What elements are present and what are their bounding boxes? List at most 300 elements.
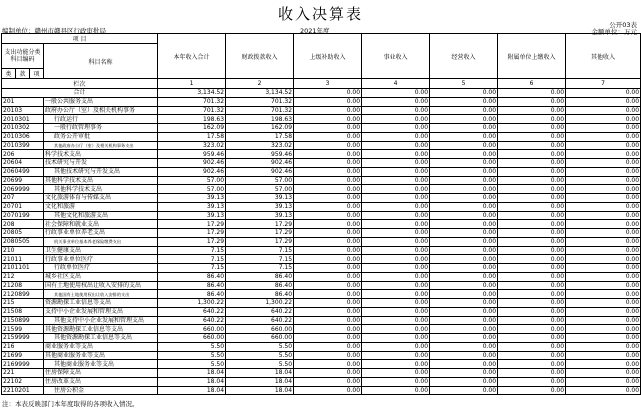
- amount-cell: 0.00: [294, 264, 362, 273]
- amount-cell: 0.00: [362, 124, 430, 133]
- function-code: 2169999: [2, 360, 44, 369]
- amount-cell: 323.02: [226, 141, 294, 150]
- amount-cell: 39.13: [158, 194, 226, 203]
- amount-cell: 0.00: [362, 150, 430, 159]
- table-row: [2, 281, 641, 290]
- amount-cell: 17.58: [226, 132, 294, 141]
- amount-cell: 0.00: [430, 272, 498, 281]
- table-row: [2, 220, 641, 229]
- function-code: 2069999: [2, 185, 44, 194]
- function-code: 2210201: [2, 386, 44, 395]
- table-row: [2, 290, 641, 299]
- amount-cell: 18.04: [226, 386, 294, 395]
- amount-cell: 57.00: [226, 185, 294, 194]
- total-value: 3,134.52: [226, 89, 294, 98]
- amount-cell: 0.00: [362, 264, 430, 273]
- function-code: 2010399: [2, 141, 44, 150]
- amount-cell: 7.15: [226, 246, 294, 255]
- subject-name: 机关事业单位基本养老保险缴费支出: [44, 237, 158, 246]
- function-code: 2010306: [2, 132, 44, 141]
- header-col-5: 经营收入: [430, 34, 498, 79]
- table-row: [2, 115, 641, 124]
- amount-cell: 640.22: [226, 316, 294, 325]
- amount-cell: 0.00: [294, 377, 362, 386]
- amount-cell: 0.00: [566, 290, 641, 299]
- amount-cell: 0.00: [362, 386, 430, 395]
- amount-cell: 0.00: [294, 220, 362, 229]
- amount-cell: 0.00: [566, 316, 641, 325]
- subject-name: 其他国有土地使用权出让收入安排的支出: [44, 290, 158, 299]
- amount-cell: 0.00: [362, 334, 430, 343]
- amount-cell: 86.40: [226, 272, 294, 281]
- amount-cell: 86.40: [226, 290, 294, 299]
- amount-cell: 0.00: [498, 194, 566, 203]
- function-code: 20699: [2, 176, 44, 185]
- amount-cell: 0.00: [498, 290, 566, 299]
- amount-cell: 0.00: [566, 194, 641, 203]
- amount-cell: 0.00: [430, 386, 498, 395]
- table-row: [2, 159, 641, 168]
- amount-cell: 0.00: [362, 176, 430, 185]
- amount-cell: 0.00: [430, 325, 498, 334]
- amount-cell: 0.00: [498, 281, 566, 290]
- subject-name: 科学技术支出: [44, 150, 158, 159]
- amount-cell: 0.00: [294, 132, 362, 141]
- amount-cell: 0.00: [566, 351, 641, 360]
- amount-cell: 0.00: [362, 211, 430, 220]
- income-table: [1, 33, 641, 395]
- total-value: 0.00: [430, 89, 498, 98]
- amount-cell: 0.00: [430, 351, 498, 360]
- amount-cell: 0.00: [362, 167, 430, 176]
- amount-cell: 5.50: [226, 351, 294, 360]
- amount-cell: 0.00: [430, 150, 498, 159]
- amount-cell: 5.50: [158, 360, 226, 369]
- amount-cell: 0.00: [498, 377, 566, 386]
- function-code: 2120899: [2, 290, 44, 299]
- amount-cell: 5.50: [226, 342, 294, 351]
- amount-cell: 0.00: [362, 202, 430, 211]
- function-code: 206: [2, 150, 44, 159]
- amount-cell: 0.00: [498, 264, 566, 273]
- amount-cell: 640.22: [226, 307, 294, 316]
- amount-cell: 0.00: [498, 316, 566, 325]
- header-func-code: 支出功能分类科目编码: [2, 44, 44, 69]
- table-row: [2, 307, 641, 316]
- amount-cell: 0.00: [294, 229, 362, 238]
- function-code: 201: [2, 97, 44, 106]
- amount-cell: 0.00: [362, 316, 430, 325]
- subject-name: 政府办公厅（室）及相关机构事务: [44, 106, 158, 115]
- subject-name: 商业服务业等支出: [44, 342, 158, 351]
- amount-cell: 0.00: [362, 246, 430, 255]
- table-row: [2, 255, 641, 264]
- amount-cell: 0.00: [362, 194, 430, 203]
- amount-cell: 0.00: [430, 176, 498, 185]
- amount-cell: 0.00: [294, 97, 362, 106]
- function-code: 216: [2, 342, 44, 351]
- table-row: [2, 202, 641, 211]
- function-code: 215: [2, 299, 44, 308]
- amount-cell: 0.00: [566, 97, 641, 106]
- compiling-unit: 编制单位：赣州市赣县区行政审批局: [2, 27, 106, 35]
- amount-cell: 0.00: [294, 124, 362, 133]
- table-row: [2, 229, 641, 238]
- amount-cell: 0.00: [430, 299, 498, 308]
- amount-cell: 1,300.22: [226, 299, 294, 308]
- total-value: 0.00: [294, 89, 362, 98]
- amount-cell: 0.00: [498, 351, 566, 360]
- table-row: [2, 246, 641, 255]
- amount-cell: 0.00: [362, 281, 430, 290]
- amount-cell: 86.40: [158, 281, 226, 290]
- amount-cell: 0.00: [294, 334, 362, 343]
- amount-cell: 1,300.22: [158, 299, 226, 308]
- amount-cell: 701.32: [158, 97, 226, 106]
- amount-cell: 0.00: [566, 299, 641, 308]
- amount-cell: 57.00: [158, 176, 226, 185]
- subject-name: 其他科学技术支出: [44, 176, 158, 185]
- header-col-6: 附属单位上缴收入: [498, 34, 566, 79]
- amount-cell: 17.29: [226, 229, 294, 238]
- table-row: [2, 299, 641, 308]
- amount-cell: 0.00: [362, 220, 430, 229]
- total-row: [2, 89, 641, 98]
- amount-cell: 86.40: [158, 290, 226, 299]
- amount-cell: 7.15: [158, 264, 226, 273]
- amount-cell: 0.00: [498, 325, 566, 334]
- subject-name: 行政单位医疗: [44, 264, 158, 273]
- amount-cell: 0.00: [362, 325, 430, 334]
- amount-cell: 0.00: [294, 202, 362, 211]
- amount-cell: 0.00: [294, 115, 362, 124]
- amount-cell: 0.00: [294, 185, 362, 194]
- amount-cell: 0.00: [430, 255, 498, 264]
- amount-cell: 7.15: [158, 255, 226, 264]
- amount-cell: 39.13: [158, 202, 226, 211]
- amount-cell: 0.00: [498, 202, 566, 211]
- table-row: [2, 264, 641, 273]
- amount-cell: 0.00: [362, 377, 430, 386]
- amount-cell: 17.29: [158, 220, 226, 229]
- amount-cell: 902.46: [158, 159, 226, 168]
- amount-cell: 198.63: [226, 115, 294, 124]
- amount-cell: 0.00: [566, 272, 641, 281]
- table-row: [2, 377, 641, 386]
- amount-cell: 0.00: [566, 342, 641, 351]
- amount-cell: 959.46: [226, 150, 294, 159]
- amount-cell: 0.00: [294, 176, 362, 185]
- header-lei: 类: [2, 69, 16, 79]
- amount-cell: 0.00: [430, 342, 498, 351]
- amount-cell: 0.00: [566, 176, 641, 185]
- function-code: 2010301: [2, 115, 44, 124]
- function-code: 2101101: [2, 264, 44, 273]
- subject-name: 政务公开审批: [44, 132, 158, 141]
- amount-cell: 0.00: [498, 167, 566, 176]
- amount-cell: 0.00: [362, 255, 430, 264]
- amount-cell: 7.15: [226, 264, 294, 273]
- function-code: 21699: [2, 351, 44, 360]
- amount-cell: 959.46: [158, 150, 226, 159]
- amount-cell: 0.00: [566, 211, 641, 220]
- function-code: 2080505: [2, 237, 44, 246]
- amount-cell: 0.00: [430, 124, 498, 133]
- header-col-4: 事业收入: [362, 34, 430, 79]
- amount-cell: 0.00: [362, 299, 430, 308]
- amount-cell: 18.04: [158, 369, 226, 378]
- amount-cell: 0.00: [294, 386, 362, 395]
- amount-cell: 0.00: [430, 115, 498, 124]
- amount-cell: 0.00: [566, 377, 641, 386]
- subject-name: 住房公积金: [44, 386, 158, 395]
- amount-cell: 0.00: [294, 369, 362, 378]
- amount-cell: 0.00: [362, 185, 430, 194]
- table-row: [2, 272, 641, 281]
- amount-cell: 0.00: [498, 307, 566, 316]
- subject-name: 行政事业单位养老支出: [44, 229, 158, 238]
- subject-name: 住房保障支出: [44, 369, 158, 378]
- table-row: [2, 342, 641, 351]
- amount-cell: 0.00: [294, 211, 362, 220]
- amount-cell: 0.00: [362, 115, 430, 124]
- amount-cell: 0.00: [294, 255, 362, 264]
- table-row: [2, 124, 641, 133]
- function-code: 221: [2, 369, 44, 378]
- amount-cell: 0.00: [294, 237, 362, 246]
- amount-cell: 0.00: [362, 272, 430, 281]
- amount-cell: 198.63: [158, 115, 226, 124]
- lan-ci-label: 栏次: [2, 79, 158, 89]
- subject-name: 其他政府办公厅（室）及相关机构事务支出: [44, 141, 158, 150]
- amount-cell: 0.00: [294, 290, 362, 299]
- subject-name: 文化旅游体育与传媒支出: [44, 194, 158, 203]
- col-number: 1: [158, 79, 226, 89]
- amount-cell: 0.00: [294, 106, 362, 115]
- amount-cell: 0.00: [362, 290, 430, 299]
- amount-cell: 0.00: [566, 124, 641, 133]
- amount-cell: 0.00: [430, 97, 498, 106]
- amount-cell: 0.00: [498, 211, 566, 220]
- amount-cell: 323.02: [158, 141, 226, 150]
- amount-cell: 0.00: [498, 150, 566, 159]
- subject-name: 其他商业服务业等支出: [44, 351, 158, 360]
- subject-name: 其他商业服务业等支出: [44, 360, 158, 369]
- amount-cell: 0.00: [566, 237, 641, 246]
- amount-cell: 0.00: [498, 386, 566, 395]
- amount-cell: 17.58: [158, 132, 226, 141]
- amount-cell: 0.00: [294, 299, 362, 308]
- amount-cell: 902.46: [226, 159, 294, 168]
- table-row: [2, 237, 641, 246]
- amount-cell: 0.00: [362, 342, 430, 351]
- amount-cell: 17.29: [158, 229, 226, 238]
- amount-cell: 0.00: [498, 334, 566, 343]
- amount-cell: 0.00: [498, 106, 566, 115]
- amount-cell: 0.00: [566, 334, 641, 343]
- amount-cell: 0.00: [566, 325, 641, 334]
- function-code: 20805: [2, 229, 44, 238]
- table-row: [2, 369, 641, 378]
- amount-cell: 0.00: [566, 220, 641, 229]
- amount-cell: 0.00: [362, 369, 430, 378]
- subject-name: 社会保障和就业支出: [44, 220, 158, 229]
- amount-cell: 0.00: [430, 211, 498, 220]
- amount-cell: 39.13: [226, 211, 294, 220]
- amount-cell: 17.29: [158, 237, 226, 246]
- header-item: 项 目: [2, 34, 158, 44]
- amount-cell: 0.00: [566, 307, 641, 316]
- amount-cell: 0.00: [498, 342, 566, 351]
- amount-cell: 0.00: [498, 299, 566, 308]
- amount-cell: 162.09: [158, 124, 226, 133]
- amount-cell: 640.22: [158, 316, 226, 325]
- amount-cell: 39.13: [226, 202, 294, 211]
- amount-cell: 0.00: [566, 141, 641, 150]
- function-code: 2010302: [2, 124, 44, 133]
- amount-cell: 0.00: [498, 185, 566, 194]
- amount-cell: 640.22: [158, 307, 226, 316]
- subject-name: 其他资源勘探工业信息等支出: [44, 325, 158, 334]
- amount-cell: 0.00: [294, 316, 362, 325]
- amount-cell: 0.00: [362, 132, 430, 141]
- subject-name: 行政运行: [44, 115, 158, 124]
- amount-cell: 0.00: [430, 246, 498, 255]
- amount-cell: 5.50: [226, 360, 294, 369]
- table-row: [2, 185, 641, 194]
- col-number: 2: [226, 79, 294, 89]
- amount-cell: 0.00: [430, 106, 498, 115]
- amount-cell: 0.00: [498, 237, 566, 246]
- amount-cell: 17.29: [226, 220, 294, 229]
- subject-name: 住房改革支出: [44, 377, 158, 386]
- function-code: 2150899: [2, 316, 44, 325]
- subject-name: 资源勘探工业信息等支出: [44, 299, 158, 308]
- amount-cell: 0.00: [566, 167, 641, 176]
- amount-cell: 0.00: [566, 150, 641, 159]
- header-subject-name: 科目名称: [44, 44, 158, 79]
- amount-cell: 660.00: [158, 334, 226, 343]
- subject-name: 行政事业单位医疗: [44, 255, 158, 264]
- table-row: [2, 97, 641, 106]
- amount-cell: 18.04: [226, 369, 294, 378]
- amount-cell: 7.15: [158, 246, 226, 255]
- table-row: [2, 334, 641, 343]
- amount-cell: 57.00: [158, 185, 226, 194]
- amount-cell: 0.00: [294, 246, 362, 255]
- col-number: 5: [430, 79, 498, 89]
- fiscal-year: 2021年度: [300, 27, 330, 35]
- amount-cell: 0.00: [498, 220, 566, 229]
- amount-cell: 0.00: [430, 194, 498, 203]
- total-value: 0.00: [362, 89, 430, 98]
- amount-cell: 17.29: [226, 237, 294, 246]
- table-row: [2, 150, 641, 159]
- amount-cell: 0.00: [294, 281, 362, 290]
- header-xiang: 项: [30, 69, 44, 79]
- amount-cell: 0.00: [430, 360, 498, 369]
- amount-cell: 0.00: [566, 255, 641, 264]
- amount-cell: 0.00: [430, 229, 498, 238]
- amount-cell: 0.00: [566, 159, 641, 168]
- subject-name: 一般行政管理事务: [44, 124, 158, 133]
- amount-cell: 0.00: [566, 202, 641, 211]
- amount-cell: 0.00: [362, 360, 430, 369]
- amount-cell: 39.13: [158, 211, 226, 220]
- page-title: 收入决算表: [277, 5, 363, 23]
- table-row: [2, 167, 641, 176]
- amount-cell: 0.00: [430, 290, 498, 299]
- amount-cell: 0.00: [498, 369, 566, 378]
- table-row: [2, 141, 641, 150]
- function-code: 212: [2, 272, 44, 281]
- header-col-1: 本年收入合计: [158, 34, 226, 79]
- amount-cell: 0.00: [498, 176, 566, 185]
- amount-cell: 18.04: [158, 386, 226, 395]
- amount-cell: 0.00: [498, 115, 566, 124]
- amount-cell: 0.00: [498, 97, 566, 106]
- amount-cell: 0.00: [294, 360, 362, 369]
- subject-name: 其他科学技术支出: [44, 185, 158, 194]
- amount-cell: 0.00: [566, 369, 641, 378]
- amount-cell: 0.00: [430, 132, 498, 141]
- subject-name: 文化和旅游: [44, 202, 158, 211]
- amount-cell: 660.00: [158, 325, 226, 334]
- amount-cell: 0.00: [294, 325, 362, 334]
- amount-cell: 0.00: [498, 141, 566, 150]
- function-code: 207: [2, 194, 44, 203]
- amount-cell: 86.40: [158, 272, 226, 281]
- amount-cell: 0.00: [430, 167, 498, 176]
- total-value: 0.00: [566, 89, 641, 98]
- amount-cell: 18.04: [226, 377, 294, 386]
- table-row: [2, 386, 641, 395]
- amount-cell: 902.46: [158, 167, 226, 176]
- amount-cell: 660.00: [226, 334, 294, 343]
- amount-cell: 5.50: [158, 342, 226, 351]
- header-col-7: 其他收入: [566, 34, 641, 79]
- amount-cell: 0.00: [566, 264, 641, 273]
- subject-name: 一般公共服务支出: [44, 97, 158, 106]
- amount-cell: 7.15: [226, 255, 294, 264]
- table-row: [2, 351, 641, 360]
- amount-cell: 0.00: [294, 351, 362, 360]
- amount-cell: 0.00: [294, 167, 362, 176]
- amount-cell: 0.00: [294, 159, 362, 168]
- amount-cell: 0.00: [498, 255, 566, 264]
- function-code: 21208: [2, 281, 44, 290]
- amount-cell: 902.46: [226, 167, 294, 176]
- amount-cell: 0.00: [430, 159, 498, 168]
- amount-cell: 0.00: [498, 360, 566, 369]
- header-col-2: 财政拨款收入: [226, 34, 294, 79]
- col-number: 7: [566, 79, 641, 89]
- amount-cell: 0.00: [566, 132, 641, 141]
- subject-name: 其他技术研究与开发支出: [44, 167, 158, 176]
- amount-cell: 0.00: [566, 246, 641, 255]
- subject-name: 支持中小企业发展和管理支出: [44, 307, 158, 316]
- total-label: 合计: [2, 89, 158, 98]
- amount-cell: 0.00: [430, 281, 498, 290]
- function-code: 20604: [2, 159, 44, 168]
- amount-cell: 0.00: [498, 124, 566, 133]
- amount-cell: 0.00: [362, 229, 430, 238]
- total-value: 0.00: [498, 89, 566, 98]
- amount-cell: 57.00: [226, 176, 294, 185]
- function-code: 21011: [2, 255, 44, 264]
- amount-cell: 701.32: [226, 97, 294, 106]
- amount-cell: 0.00: [430, 377, 498, 386]
